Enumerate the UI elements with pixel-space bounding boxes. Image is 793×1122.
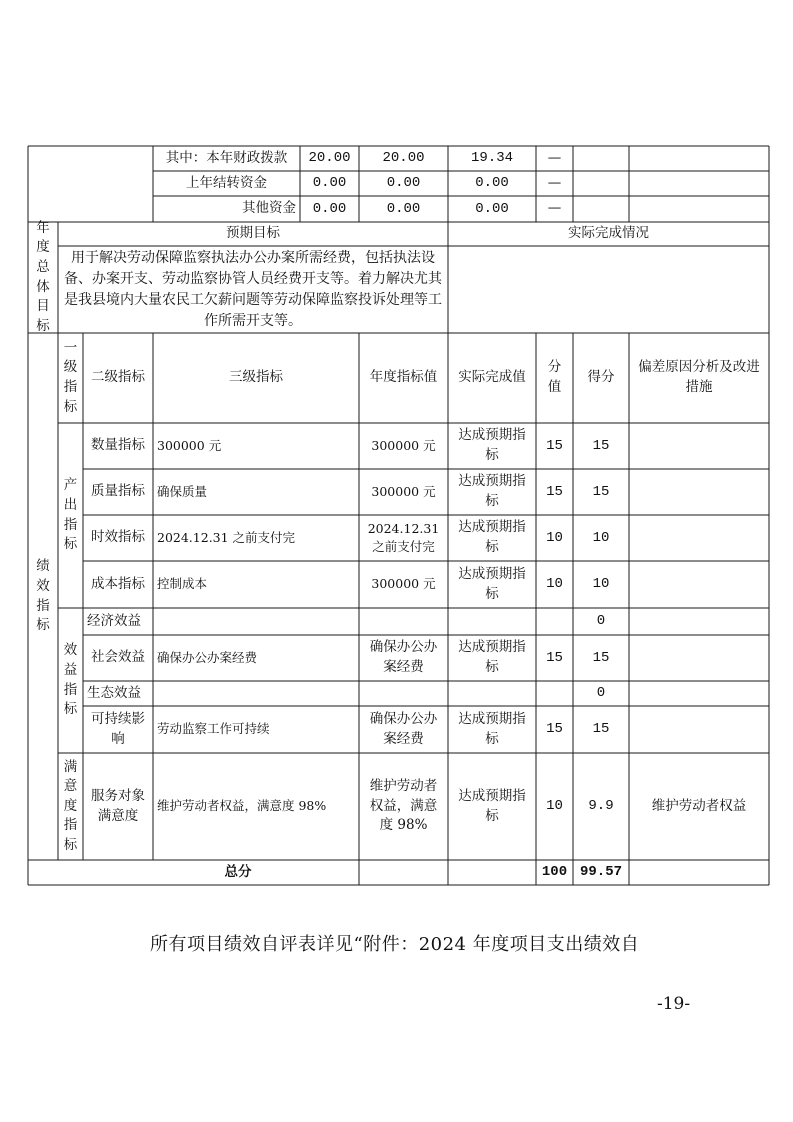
expected-goal-text: 用于解决劳动保障监察执法办公办案所需经费，包括执法设备、办案开支、劳动监察协管人员经费开支等。着力解决尤其是我县境内大量农民工欠薪问题等劳动保障监察投诉处理等工作所需开支等。: [64, 249, 442, 329]
row-score: 10: [592, 529, 610, 546]
row-level3: 控制成本: [157, 576, 208, 592]
row-deviation: [629, 561, 769, 608]
row-annual: 300000 元: [371, 483, 436, 499]
row-annual: 2024.12.31之前支付完: [367, 520, 440, 554]
row-score: 15: [592, 483, 610, 500]
row-level2: 质量指标: [91, 483, 145, 500]
total-points: 100: [541, 864, 568, 881]
row-annual: 300000 元: [371, 437, 436, 453]
row-points: [536, 681, 573, 706]
row-points: 15: [546, 649, 563, 666]
row-annual: 维护劳动者权益，满意度 98%: [369, 778, 438, 834]
row-deviation: [629, 469, 769, 515]
row-score: 9.9: [588, 798, 614, 815]
row-score: 0: [596, 613, 606, 630]
fund-value-3: 0.00: [475, 200, 509, 217]
row-actual: 达成预期指标: [458, 710, 526, 747]
row-annual: 确保办公办案经费: [369, 710, 438, 747]
row-level3: 维护劳动者权益，满意度 98%: [157, 798, 327, 814]
row-level3: 2024.12.31 之前支付完: [157, 529, 296, 545]
row-score: 15: [592, 649, 610, 666]
fund-value-2: 20.00: [382, 150, 425, 167]
actual-completion-text: [448, 246, 769, 333]
row-points: 15: [546, 721, 563, 738]
fund-value-3: 19.34: [470, 150, 513, 167]
row-level2: 可持续影响: [91, 710, 145, 747]
footer-text: 所有项目绩效自评表详见“附件：2024 年度项目支出绩效自: [150, 934, 640, 955]
row-points: 15: [546, 483, 563, 500]
row-score: 10: [592, 576, 610, 593]
actual-completion-header: 实际完成情况: [568, 225, 649, 242]
row-points: [536, 608, 573, 635]
actual-value-header: 实际完成值: [458, 369, 526, 386]
row-score: 15: [592, 437, 610, 454]
row-deviation: [629, 681, 769, 706]
row-level2: 数量指标: [91, 437, 145, 454]
fund-value-3: 0.00: [475, 175, 509, 192]
row-level2: 生态效益: [87, 684, 141, 701]
row-deviation: [629, 608, 769, 635]
row-actual: 达成预期指标: [458, 639, 526, 675]
level2-header: 二级指标: [91, 369, 145, 386]
row-actual: [448, 608, 536, 635]
row-actual: 达成预期指标: [458, 473, 526, 509]
performance-label: 绩效指标: [36, 558, 50, 634]
row-annual: 确保办公办案经费: [369, 639, 438, 675]
fund-label: 上年结转资金: [186, 174, 267, 191]
row-level2: 社会效益: [91, 649, 145, 666]
row-level3: 确保质量: [157, 483, 208, 499]
row-score: 0: [596, 685, 606, 702]
row-annual: [359, 681, 448, 706]
fund-dash: —: [547, 200, 562, 217]
row-deviation: [629, 423, 769, 469]
fund-value-1: 20.00: [308, 150, 351, 167]
row-deviation: [629, 515, 769, 561]
fund-label: 其中：本年财政拨款: [165, 149, 288, 166]
fund-dash: —: [547, 149, 562, 166]
row-points: 10: [546, 529, 563, 546]
annual-value-header: 年度指标值: [369, 369, 438, 386]
points-header: 分值: [547, 359, 562, 395]
level1-header: 一级指标: [63, 339, 78, 415]
expected-goal-header: 预期目标: [226, 225, 280, 242]
annual-goal-label: 年度总体目标: [36, 219, 50, 334]
row-actual: 达成预期指标: [458, 787, 526, 824]
row-deviation: [629, 635, 769, 681]
fund-value-2: 0.00: [386, 200, 421, 217]
row-points: 10: [546, 576, 563, 593]
row-actual: 达成预期指标: [458, 427, 526, 463]
fund-value-2: 0.00: [386, 175, 421, 192]
benefit-group-label: 效益指标: [63, 642, 78, 718]
fund-value-1: 0.00: [312, 175, 347, 192]
total-score: 99.57: [579, 864, 622, 881]
satisfaction-group-label: 满意度指标: [63, 758, 78, 853]
row-level2: 经济效益: [87, 612, 141, 629]
row-actual: 达成预期指标: [458, 565, 526, 602]
row-level2: 服务对象满意度: [91, 787, 145, 824]
row-annual: 300000 元: [371, 576, 436, 592]
row-deviation: [629, 706, 769, 753]
fund-value-1: 0.00: [312, 200, 347, 217]
row-points: 15: [546, 437, 563, 454]
row-points: 10: [546, 798, 563, 815]
deviation-header: 偏差原因分析及改进措施: [638, 359, 760, 395]
fund-label: 其他资金: [242, 200, 296, 217]
row-deviation: 维护劳动者权益: [651, 797, 747, 814]
row-level2: 时效指标: [91, 529, 145, 546]
row-level3: 劳动监察工作可持续: [157, 721, 270, 737]
row-level2: 成本指标: [91, 575, 145, 592]
row-actual: [448, 681, 536, 706]
row-score: 15: [592, 721, 610, 738]
page-number: -19-: [657, 994, 691, 1014]
level3-header: 三级指标: [229, 369, 283, 386]
row-actual: 达成预期指标: [458, 519, 526, 555]
row-level3: 确保办公办案经费: [157, 649, 258, 665]
output-group-label: 产出指标: [63, 477, 78, 553]
total-label: 总分: [224, 863, 252, 880]
fund-dash: —: [547, 174, 562, 191]
row-annual: [359, 608, 448, 635]
row-level3: [153, 681, 359, 706]
score-header: 得分: [587, 369, 615, 386]
row-level3: [153, 608, 359, 635]
row-level3: 300000 元: [157, 437, 222, 453]
